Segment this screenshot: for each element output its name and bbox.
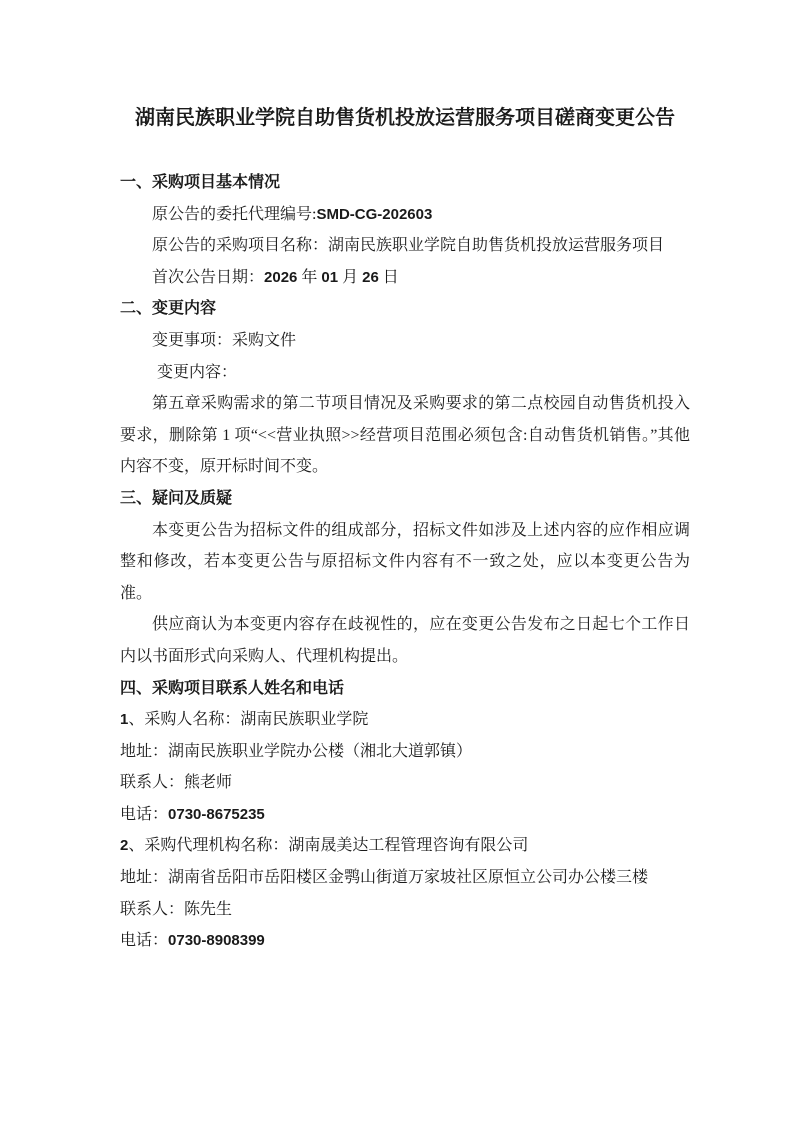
agent-phone-line	[120, 925, 690, 957]
section4-heading: 四、采购项目联系人姓名和电话	[120, 679, 345, 697]
purchaser-name-line	[120, 704, 690, 736]
agent-number-sep: 、	[128, 837, 145, 855]
purchaser-address: 湖南民族职业学院办公楼（湘北大道郭镇）	[168, 742, 473, 760]
agent-name: 湖南晟美达工程管理咨询有限公司	[288, 837, 529, 855]
section1-heading: 一、采购项目基本情况	[120, 174, 281, 191]
purchaser-phone-label: 电话：	[120, 805, 169, 823]
agency-code-value: SMD-CG-202603	[316, 205, 433, 223]
agent-address-label: 地址：	[120, 869, 169, 887]
agent-address-line	[120, 862, 690, 894]
query-paragraph-1: 本变更公告为招标文件的组成部分，招标文件如涉及上述内容的应作相应调整和修改，若本变更公告与原招标文件内容有不一致之处，应以本变更公告为准。	[120, 521, 690, 602]
agent-name-line	[120, 830, 690, 862]
purchaser-phone: 0730-8675235	[168, 805, 265, 823]
purchaser-number: 1	[120, 711, 129, 729]
agent-phone: 0730-8908399	[168, 932, 265, 950]
date-month-unit: 月	[338, 268, 363, 286]
purchaser-contact: 熊老师	[184, 774, 233, 792]
agent-contact-line	[120, 894, 690, 926]
agent-phone-label: 电话：	[120, 932, 169, 950]
first-announcement-date-line	[120, 262, 690, 294]
date-label: 首次公告日期：	[152, 268, 265, 286]
agent-number: 2	[120, 837, 129, 855]
purchaser-address-label: 地址：	[120, 742, 169, 760]
purchaser-contact-line	[120, 767, 690, 799]
purchaser-name-label: 采购人名称：	[144, 711, 241, 729]
date-month: 01	[321, 268, 339, 286]
section2-heading: 二、变更内容	[120, 300, 217, 318]
date-day-unit: 日	[378, 268, 399, 286]
document-title: 湖南民族职业学院自助售货机投放运营服务项目磋商变更公告	[135, 107, 675, 129]
agency-code-line	[120, 199, 690, 231]
agent-address: 湖南省岳阳市岳阳楼区金鹗山街道万家坡社区原恒立公司办公楼三楼	[168, 869, 649, 887]
agent-name-label: 采购代理机构名称：	[144, 837, 289, 855]
purchaser-address-line	[120, 736, 690, 768]
change-content-paragraph: 第五章采购需求的第二节项目情况及采购要求的第二点校园自动售货机投入要求，删除第 1 项“<<营业执照>>经营项目范围必须包含:自动售货机销售。”其他内容不变，原开标时间不变。	[120, 395, 690, 476]
date-year: 2026	[264, 268, 298, 286]
date-year-unit: 年	[297, 268, 322, 286]
query-paragraph-2: 供应商认为本变更内容存在歧视性的，应在变更公告发布之日起七个工作日内以书面形式向采购人、代理机构提出。	[120, 616, 690, 665]
agent-contact-label: 联系人：	[120, 900, 185, 918]
project-name-line: 原公告的采购项目名称：湖南民族职业学院自助售货机投放运营服务项目	[152, 237, 665, 255]
change-content-label-line: 变更内容：	[157, 363, 238, 381]
section3-heading: 三、疑问及质疑	[120, 489, 233, 507]
agent-contact: 陈先生	[184, 900, 233, 918]
change-item-line: 变更事项：采购文件	[152, 331, 297, 349]
agency-code-label: 原公告的委托代理编号:	[152, 205, 317, 223]
purchaser-number-sep: 、	[128, 711, 145, 729]
date-day: 26	[362, 268, 379, 286]
purchaser-name: 湖南民族职业学院	[240, 711, 369, 729]
purchaser-contact-label: 联系人：	[120, 774, 185, 792]
purchaser-phone-line	[120, 799, 690, 831]
